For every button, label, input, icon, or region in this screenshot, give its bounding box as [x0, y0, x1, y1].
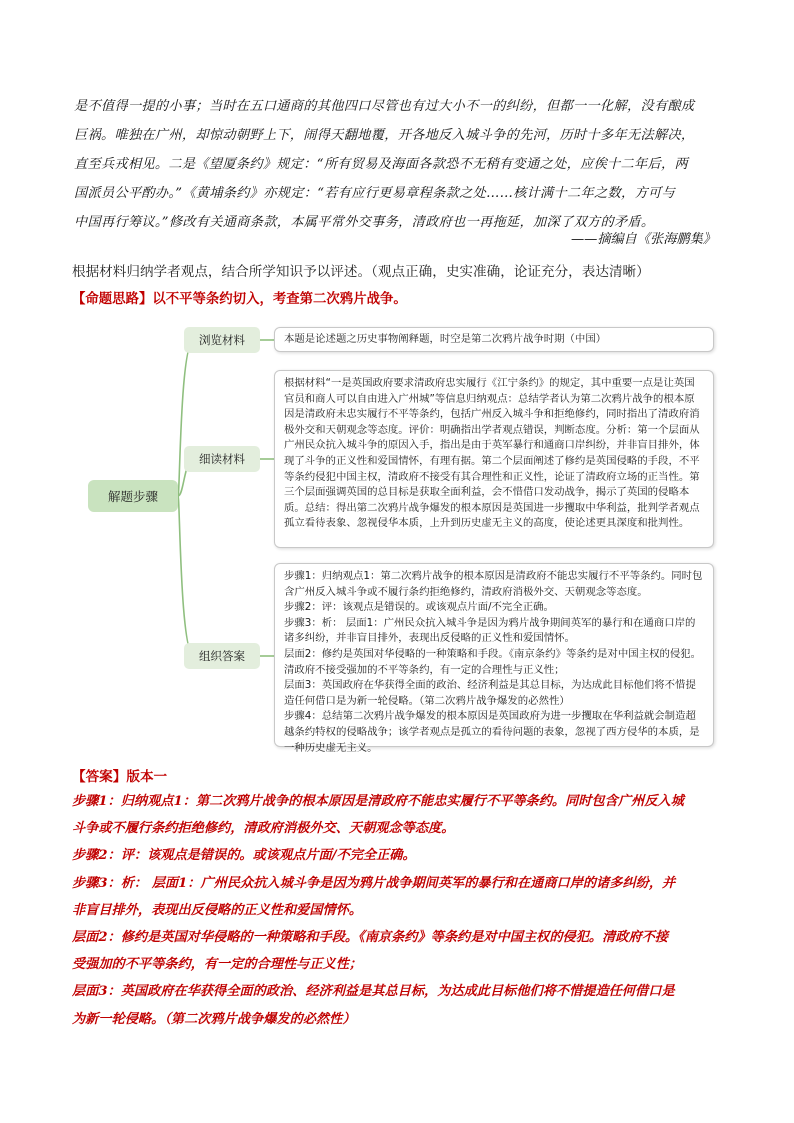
answer-line: 步骤3：析： 层面1：广州民众抗入城斗争是因为鸦片战争期间英军的暴行和在通商口岸的诸多纠纷，并 [72, 875, 676, 891]
answer-line: 步骤2：评：该观点是错误的。或该观点片面/不完全正确。 [72, 848, 416, 864]
answer-line: 层面2：修约是英国对华侵略的一种策略和手段。《南京条约》等条约是对中国主权的侵犯。清政府不接 [72, 930, 669, 946]
organize-step: 步骤2：评：该观点是错误的。或该观点片面/不完全正确。 [284, 601, 554, 614]
material-line: 国派员公平酌办。”《黄埔条约》亦规定：“若有应行更易章程条款之处……核计满十二年之数，方可与 [74, 186, 675, 201]
organize-step: 步骤1：归纳观点1：第二次鸦片战争的根本原因是清政府不能忠实履行不平等条约。同时包含广州反入城斗争或不履行条约拒绝修约，清政府消极外交、天朝观念等态度。 [284, 570, 703, 598]
material-line: 中国再行筹议。”修改有关通商条款，本属平常外交事务，清政府也一再拖延，加深了双方的矛盾。 [74, 215, 655, 230]
organize-step: 步骤4：总结第二次鸦片战争爆发的根本原因是英国政府为进一步攫取在华利益就会制造超越条约特权的侵略战争；该学者观点是孤立的看待问题的表象，忽视了西方侵华的本质，是一种历史虚无主义。 [284, 710, 700, 754]
proposition-idea-tag: 【命题思路】 [72, 292, 153, 307]
answer-line: 层面3：英国政府在华获得全面的政治、经济利益是其总目标，为达成此目标他们将不惜提造任何借口是 [72, 984, 675, 1000]
proposition-idea-text: 以不平等条约切入，考查第二次鸦片战争。 [152, 292, 407, 307]
answer-text [72, 788, 724, 1033]
answer-line: 步骤1：归纳观点1：第二次鸦片战争的根本原因是清政府不能忠实履行不平等条约。同时包含广州反入城 [72, 794, 684, 809]
organize-step: 层面3：英国政府在华获得全面的政治、经济利益是其总目标，为达成此目标他们将不惜提造任何借口是为新一轮侵略。（第二次鸦片战争爆发的必然性） [284, 679, 696, 707]
material-line: 直至兵戎相见。二是《望厦条约》规定：“所有贸易及海面各款恐不无稍有变通之处，应俟十二年后，两 [74, 157, 688, 172]
branch-organize-content [274, 563, 714, 754]
branch-organize-answer: 组织答案 [184, 643, 260, 669]
answer-heading [72, 765, 167, 785]
branch-browse-content: 本题是论述题之历史事物阐释题，时空是第二次鸦片战争时期（中国） [274, 327, 714, 352]
mindmap-root: 解题步骤 [88, 480, 178, 512]
connector-organize [178, 496, 194, 656]
answer-line: 受强加的不平等条约，有一定的合理性与正义性； [72, 957, 363, 973]
branch-browse-material: 浏览材料 [184, 327, 260, 353]
answer-tag: 【答案】 [72, 769, 127, 785]
question-prompt: 根据材料归纳学者观点，结合所学知识予以评述。（观点正确，史实准确，论证充分，表达清晰） [72, 264, 650, 280]
material-source: ——摘编自《张海鹏集》 [570, 232, 716, 247]
answer-version: 版本一 [126, 769, 168, 785]
answer-line: 斗争或不履行条约拒绝修约，清政府消极外交、天朝观念等态度。 [72, 821, 455, 837]
answer-line: 为新一轮侵略。（第二次鸦片战争爆发的必然性） [72, 1011, 356, 1027]
material-text [74, 92, 722, 237]
branch-read-material: 细读材料 [184, 446, 260, 472]
branch-read-content: 根据材料“一是英国政府要求清政府忠实履行《江宁条约》的规定，其中重要一点是让英国官员和商人可以自由进入广州城”等信息归纳观点：总结学者认为第二次鸦片战争的根本原因是清政府未忠实履行不平等条约，包括广州反入城斗争和拒绝修约，同时指出了清政府消极外交和天朝观念等态度。评价：明确指出学者观点错误，判断态度。分析：第一个层面从广州民众抗入城斗争的原因入手，指出是由于英军暴行和通商口岸纠纷，并非盲目排外，体现了斗争的正义性和爱国情怀，有理有据。第二个层面阐述了修约是英国侵略的手段，不平等条约侵犯中国主权，清政府不接受有其合理性和正义性，论证了清政府立场的正当性。第三个层面强调英国的总目标是获取全面利益，会不惜借口发动战争，揭示了英国的侵略本质。总结：得出第二次鸦片战争爆发的根本原因是英国进一步攫取中华利益，批判学者观点孤立看待表象、忽视侵华本质，上升到历史虚无主义的高度，使论述更具深度和批判性。 [274, 370, 714, 548]
material-line: 是不值得一提的小事；当时在五口通商的其他四口尽管也有过大小不一的纠纷，但都一一化解，没有酿成 [74, 99, 695, 114]
proposition-idea [72, 288, 407, 307]
organize-step: 层面2：修约是英国对华侵略的一种策略和手段。《南京条约》等条约是对中国主权的侵犯。清政府不接受强加的不平等条约，有一定的合理性与正义性； [284, 647, 702, 676]
material-line: 巨祸。唯独在广州，却惊动朝野上下，闹得天翻地覆，开各地反入城斗争的先河，历时十多年无法解决， [74, 128, 695, 143]
organize-step: 步骤3：析： 层面1：广州民众抗入城斗争是因为鸦片战争期间英军的暴行和在通商口岸的诸多纠纷，并非盲目排外，表现出反侵略的正义性和爱国情怀。 [284, 616, 696, 645]
answer-line: 非盲目排外，表现出反侵略的正义性和爱国情怀。 [72, 902, 363, 918]
solution-mindmap [88, 320, 718, 752]
